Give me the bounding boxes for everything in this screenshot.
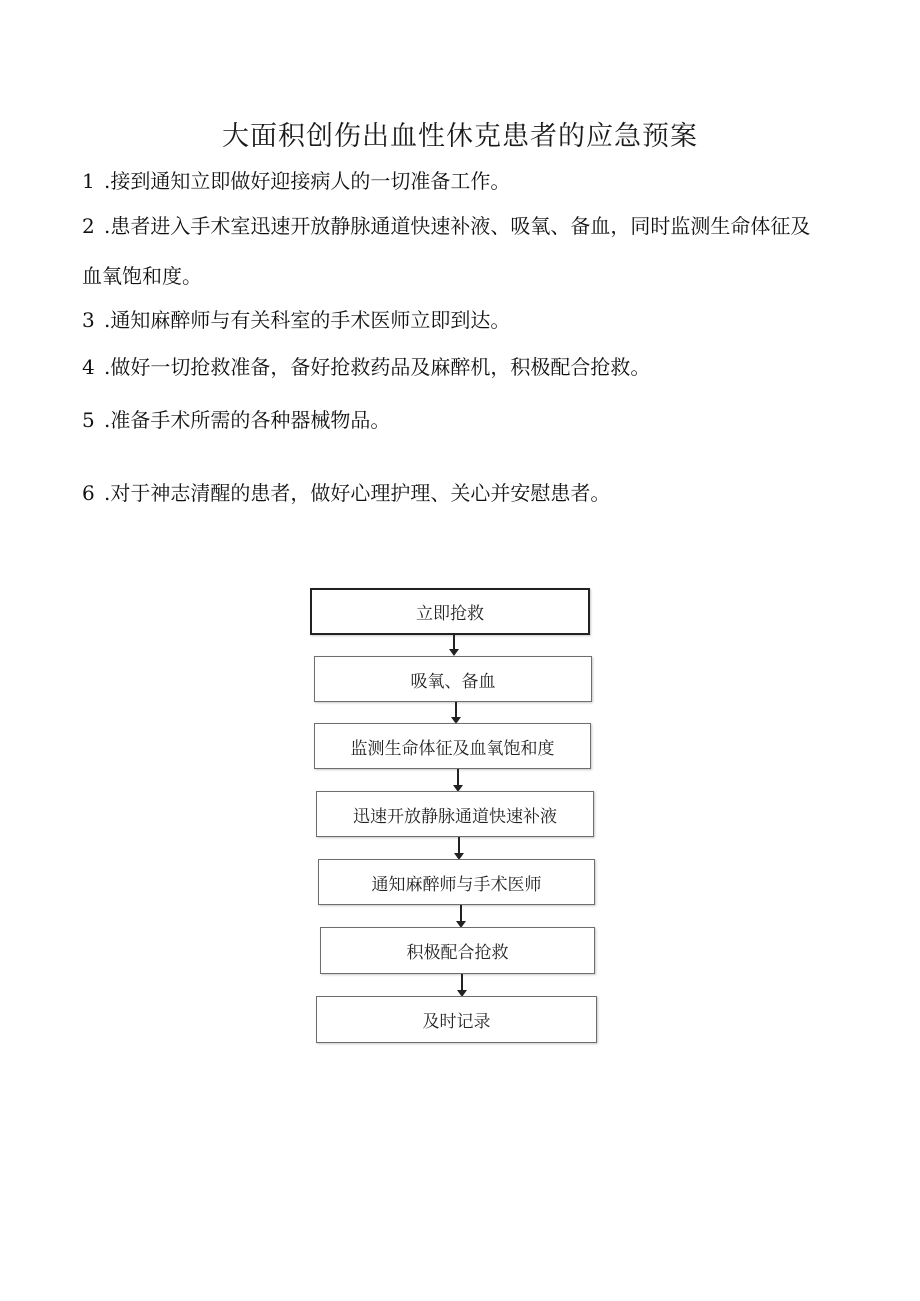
step-text: .通知麻醉师与有关科室的手术医师立即到达。 [104, 308, 511, 332]
step-item-5 [82, 397, 390, 443]
flow-box-oxygen-blood: 吸氧、备血 [314, 656, 592, 702]
step-number: 6 [82, 481, 95, 505]
step-text: .接到通知立即做好迎接病人的一切准备工作。 [104, 169, 511, 193]
flow-box-notify-anesthesia: 通知麻醉师与手术医师 [318, 859, 595, 905]
step-number: 1 [82, 169, 95, 193]
step-number: 2 [82, 214, 95, 238]
flow-arrow [460, 905, 462, 922]
flow-arrow [457, 769, 459, 786]
flow-box-iv-access: 迅速开放静脉通道快速补液 [316, 791, 594, 837]
flow-box-monitor-vitals: 监测生命体征及血氧饱和度 [314, 723, 591, 769]
step-text: .做好一切抢救准备，备好抢救药品及麻醉机，积极配合抢救。 [104, 355, 651, 379]
step-number: 4 [82, 355, 95, 379]
step-item-3 [82, 297, 510, 343]
flow-arrow [461, 974, 463, 991]
step-item-1 [82, 158, 510, 204]
step-text: .对于神志清醒的患者，做好心理护理、关心并安慰患者。 [104, 481, 611, 505]
step-text: .准备手术所需的各种器械物品。 [104, 408, 391, 432]
flow-box-immediate-rescue: 立即抢救 [310, 588, 590, 635]
flow-box-record: 及时记录 [316, 996, 597, 1043]
flow-arrow [458, 837, 460, 854]
step-number: 3 [82, 308, 95, 332]
step-item-4 [82, 344, 650, 390]
flow-arrow [455, 702, 457, 718]
page-title: 大面积创伤出血性休克患者的应急预案 [222, 121, 698, 152]
step-item-6 [82, 470, 610, 516]
flow-arrow [453, 633, 455, 650]
step-number: 5 [82, 408, 95, 432]
step-text: .患者进入手术室迅速开放静脉通道快速补液、吸氧、备血，同时监测生命体征及血氧饱和度。 [82, 214, 811, 288]
flow-box-assist-rescue: 积极配合抢救 [320, 927, 595, 974]
step-item-2 [82, 201, 822, 301]
